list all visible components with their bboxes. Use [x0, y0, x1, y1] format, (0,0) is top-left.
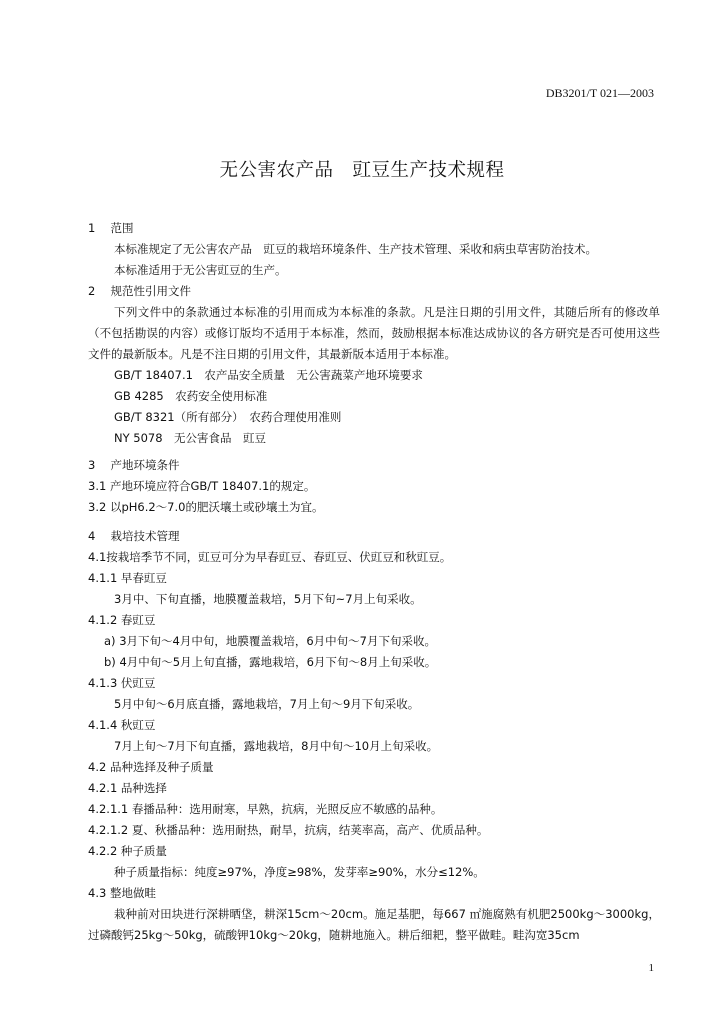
document-code: DB3201/T 021—2003 — [545, 86, 654, 100]
list-item: b) 4月中旬～5月上旬直播，露地栽培，6月下旬～8月上旬采收。 — [104, 655, 437, 669]
paragraph: 本标准适用于无公害豇豆的生产。 — [114, 263, 287, 277]
reference-item: NY 5078 无公害食品 豇豆 — [114, 431, 267, 445]
subclause-heading: 4.1.4 秋豇豆 — [88, 718, 156, 732]
clause: 3.1 产地环境应符合GB/T 18407.1的规定。 — [88, 479, 316, 493]
reference-item: GB/T 18407.1 农产品安全质量 无公害蔬菜产地环境要求 — [114, 368, 423, 382]
list-item: a) 3月下旬～4月中旬，地膜覆盖栽培，6月中旬～7月下旬采收。 — [104, 634, 436, 648]
clause: 4.1按栽培季节不同，豇豆可分为早春豇豆、春豇豆、伏豇豆和秋豇豆。 — [88, 550, 452, 564]
section-heading-environment: 3 产地环境条件 — [88, 458, 180, 472]
section-heading-references: 2 规范性引用文件 — [88, 284, 191, 298]
clause-heading: 4.3 整地做畦 — [88, 886, 156, 900]
section-heading-cultivation: 4 栽培技术管理 — [88, 529, 180, 543]
paragraph: 5月中旬～6月底直播，露地栽培，7月上旬～9月下旬采收。 — [114, 697, 420, 711]
paragraph: 3月中、下旬直播，地膜覆盖栽培，5月下旬~7月上旬采收。 — [114, 592, 422, 606]
subclause-heading: 4.2.1 品种选择 — [88, 781, 167, 795]
clause: 4.2.1.1 春播品种：选用耐寒，早熟，抗病，光照反应不敏感的品种。 — [88, 802, 443, 816]
paragraph: 7月上旬～7月下旬直播，露地栽培，8月中旬～10月上旬采收。 — [114, 739, 439, 753]
paragraph: 种子质量指标：纯度≥97%，净度≥98%，发芽率≥90%，水分≤12%。 — [114, 865, 485, 879]
subclause-heading: 4.1.2 春豇豆 — [88, 613, 156, 627]
paragraph: 栽种前对田块进行深耕晒垡，耕深15cm～20cm。施足基肥，每667 ㎡施腐熟有机肥2500kg～3000kg，过磷酸钙25kg～50kg，硫酸钾10kg～20kg，随耕地施入。耕后细耙，整平做畦。畦沟宽35cm — [88, 907, 660, 942]
page-number: 1 — [648, 962, 654, 974]
document-body — [88, 218, 660, 946]
section-heading-scope: 1 范围 — [88, 221, 134, 235]
subclause-heading: 4.1.3 伏豇豆 — [88, 676, 156, 690]
subclause-heading: 4.2.2 种子质量 — [88, 844, 167, 858]
clause: 3.2 以pH6.2～7.0的肥沃壤土或砂壤土为宜。 — [88, 500, 324, 514]
reference-item: GB 4285 农药安全使用标准 — [114, 389, 268, 403]
paragraph: 本标准规定了无公害农产品 豇豆的栽培环境条件、生产技术管理、采收和病虫草害防治技术。 — [114, 242, 597, 256]
reference-item: GB/T 8321（所有部分） 农药合理使用准则 — [114, 410, 342, 424]
clause: 4.2.1.2 夏、秋播品种：选用耐热，耐旱，抗病，结荚率高，高产、优质品种。 — [88, 823, 489, 837]
document-title: 无公害农产品 豇豆生产技术规程 — [219, 160, 505, 181]
subclause-heading: 4.1.1 早春豇豆 — [88, 571, 167, 585]
paragraph: 下列文件中的条款通过本标准的引用而成为本标准的条款。凡是注日期的引用文件，其随后所有的修改单（不包括勘误的内容）或修订版均不适用于本标准，然而，鼓励根据本标准达成协议的各方研究是否可使用这些文件的最新版本。凡是不注日期的引用文件，其最新版本适用于本标准。 — [88, 305, 660, 361]
clause-heading: 4.2 品种选择及种子质量 — [88, 760, 214, 774]
